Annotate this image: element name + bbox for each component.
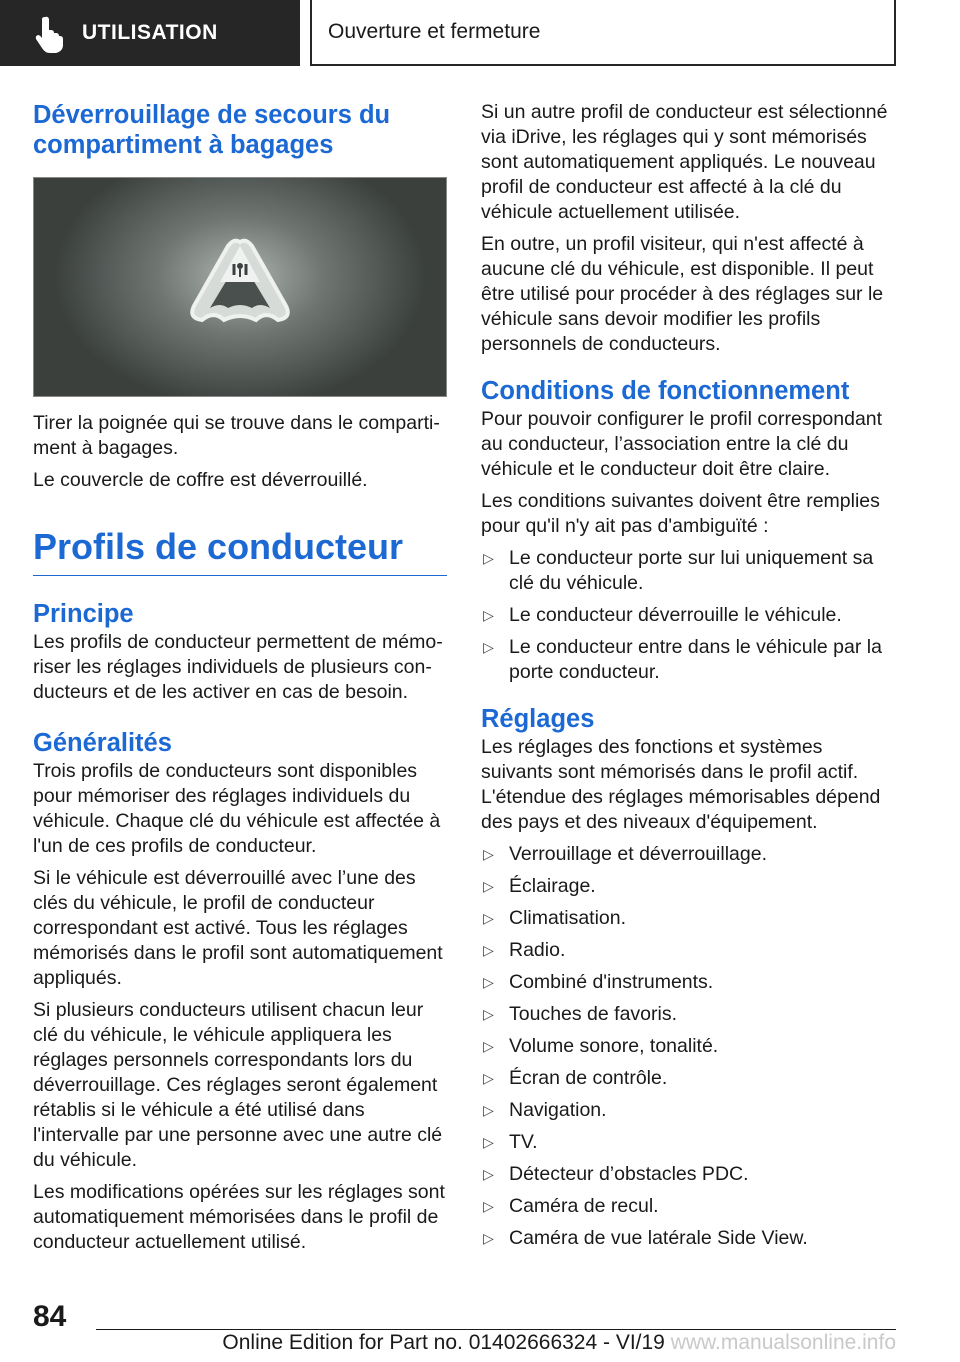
list-item: ▷ Verrouillage et déverrouillage. (483, 843, 767, 865)
list-item: ▷ Radio. (483, 939, 566, 961)
bullet-icon: ▷ (483, 1006, 494, 1022)
list-item: ▷ Écran de contrôle. (483, 1067, 668, 1089)
principle-text: Les profils de conducteur permettent de mémoriser les réglages individuels de plusieurs conducteurs et de les activer en cas de besoin. (33, 631, 443, 703)
general-text-2: Si le véhicule est déverrouillé avec l’une des clés du véhicule, le profil de conducteur correspondant est activé. Tous les réglages mémorisés dans le profil sont automatiquement appliqués. (33, 867, 443, 989)
settings-text: Les réglages des fonctions et systèmes suivants sont mémorisés dans le profil actif. L'étendue des réglages mémorisables dépend des pays et des niveaux d'équipement. (481, 736, 881, 833)
section-tab (0, 0, 300, 66)
bullet-icon: ▷ (483, 878, 494, 894)
chapter-title: Ouverture et fermeture (328, 20, 541, 43)
bullet-icon: ▷ (483, 1102, 494, 1118)
list-item: ▷ Combiné d'instruments. (483, 971, 714, 993)
page-number: 84 (33, 1300, 67, 1333)
guest-profile-text: En outre, un profil visiteur, qui n'est affecté à aucune clé du véhicule, est disponible. Il peut être utilisé pour procéder à des réglages sur le véhicule sans devoir modifier les profils personnels de conducteurs. (481, 233, 884, 355)
list-item: ▷ Le conducteur entre dans le véhicule par la porte conducteur. (483, 636, 882, 683)
general-text-3: Si plusieurs conducteurs utilisent chacun leur clé du véhicule, le véhicule appliquera les réglages personnels correspondants lors du déverrouillage. Ces réglages seront également rétablis si le véhicule a été utilisé dans l'intervalle par une personne avec une autre clé du véhicule. (33, 999, 443, 1171)
bullet-icon: ▷ (483, 1198, 494, 1214)
settings-heading: Réglages (481, 705, 595, 733)
bullet-icon: ▷ (483, 1134, 494, 1150)
list-item: ▷ Éclairage. (483, 875, 596, 897)
watermark-text: www.manualsonline.info (670, 1331, 896, 1354)
page-header (0, 0, 960, 66)
emergency-result-text: Le couvercle de coffre est déverrouillé. (33, 469, 368, 491)
chapter-tab (310, 0, 896, 66)
general-text-1: Trois profils de conducteurs sont disponibles pour mémoriser des réglages individuels du véhicule. Chaque clé du véhicule est affectée à l'un de ces profils de conducteur. (33, 760, 441, 857)
list-item: ▷ TV. (483, 1131, 538, 1153)
trunk-release-handle-image (34, 178, 446, 396)
idrive-profile-text: Si un autre profil de conducteur est sélectionné via iDrive, les réglages qui y sont mémorisés sont automatiquement appliqués. Le nouveau profil de conducteur est affecté à la clé du véhicule actuellement utilisée. (481, 101, 888, 223)
general-heading: Généralités (33, 729, 172, 757)
trunk-release-handle-photo (33, 177, 447, 397)
footer-divider (96, 1329, 896, 1330)
bullet-icon: ▷ (483, 550, 494, 566)
bullet-icon: ▷ (483, 910, 494, 926)
list-item: ▷ Le conducteur déverrouille le véhicule. (483, 604, 842, 626)
left-column (33, 100, 447, 1262)
list-item: ▷ Climatisation. (483, 907, 627, 929)
list-item: ▷ Navigation. (483, 1099, 607, 1121)
conditions-heading: Conditions de fonctionnement (481, 377, 850, 405)
emergency-step-text: Tirer la poignée qui se trouve dans le compartiment à bagages. (33, 412, 440, 459)
section-title: UTILISATION (82, 21, 218, 44)
bullet-icon: ▷ (483, 1070, 494, 1086)
footer (96, 1331, 896, 1355)
general-text-4: Les modifications opérées sur les réglages sont automatiquement mémorisées dans le profil de conducteur actuellement utilisé. (33, 1181, 445, 1253)
bullet-icon: ▷ (483, 974, 494, 990)
list-item: ▷ Volume sonore, tonalité. (483, 1035, 719, 1057)
hand-pointer-icon (30, 13, 70, 53)
conditions-text-1: Pour pouvoir configurer le profil correspondant au conducteur, l’association entre la clé du véhicule et le conducteur doit être claire. (481, 408, 883, 480)
list-item: ▷ Caméra de recul. (483, 1195, 659, 1217)
right-column (481, 100, 895, 1258)
bullet-icon: ▷ (483, 639, 494, 655)
bullet-icon: ▷ (483, 942, 494, 958)
bullet-icon: ▷ (483, 607, 494, 623)
list-item: ▷ Touches de favoris. (483, 1003, 678, 1025)
bullet-icon: ▷ (483, 1230, 494, 1246)
principle-heading: Principe (33, 600, 134, 628)
emergency-release-heading: Déverrouillage de secours du compartiment à bagages (33, 101, 391, 159)
bullet-icon: ▷ (483, 1166, 494, 1182)
settings-list (481, 842, 895, 1251)
list-item: ▷ Le conducteur porte sur lui uniquement sa clé du véhicule. (483, 547, 874, 594)
driver-profiles-heading: Profils de conducteur (33, 525, 447, 576)
list-item: ▷ Caméra de vue latérale Side View. (483, 1227, 808, 1249)
bullet-icon: ▷ (483, 846, 494, 862)
edition-text: Online Edition for Part no. 01402666324 - VI/19 (222, 1331, 665, 1354)
conditions-text-2: Les conditions suivantes doivent être remplies pour qu'il n'y ait pas d'ambiguïté : (481, 490, 880, 537)
conditions-list (481, 546, 895, 685)
list-item: ▷ Détecteur d’obstacles PDC. (483, 1163, 749, 1185)
bullet-icon: ▷ (483, 1038, 494, 1054)
